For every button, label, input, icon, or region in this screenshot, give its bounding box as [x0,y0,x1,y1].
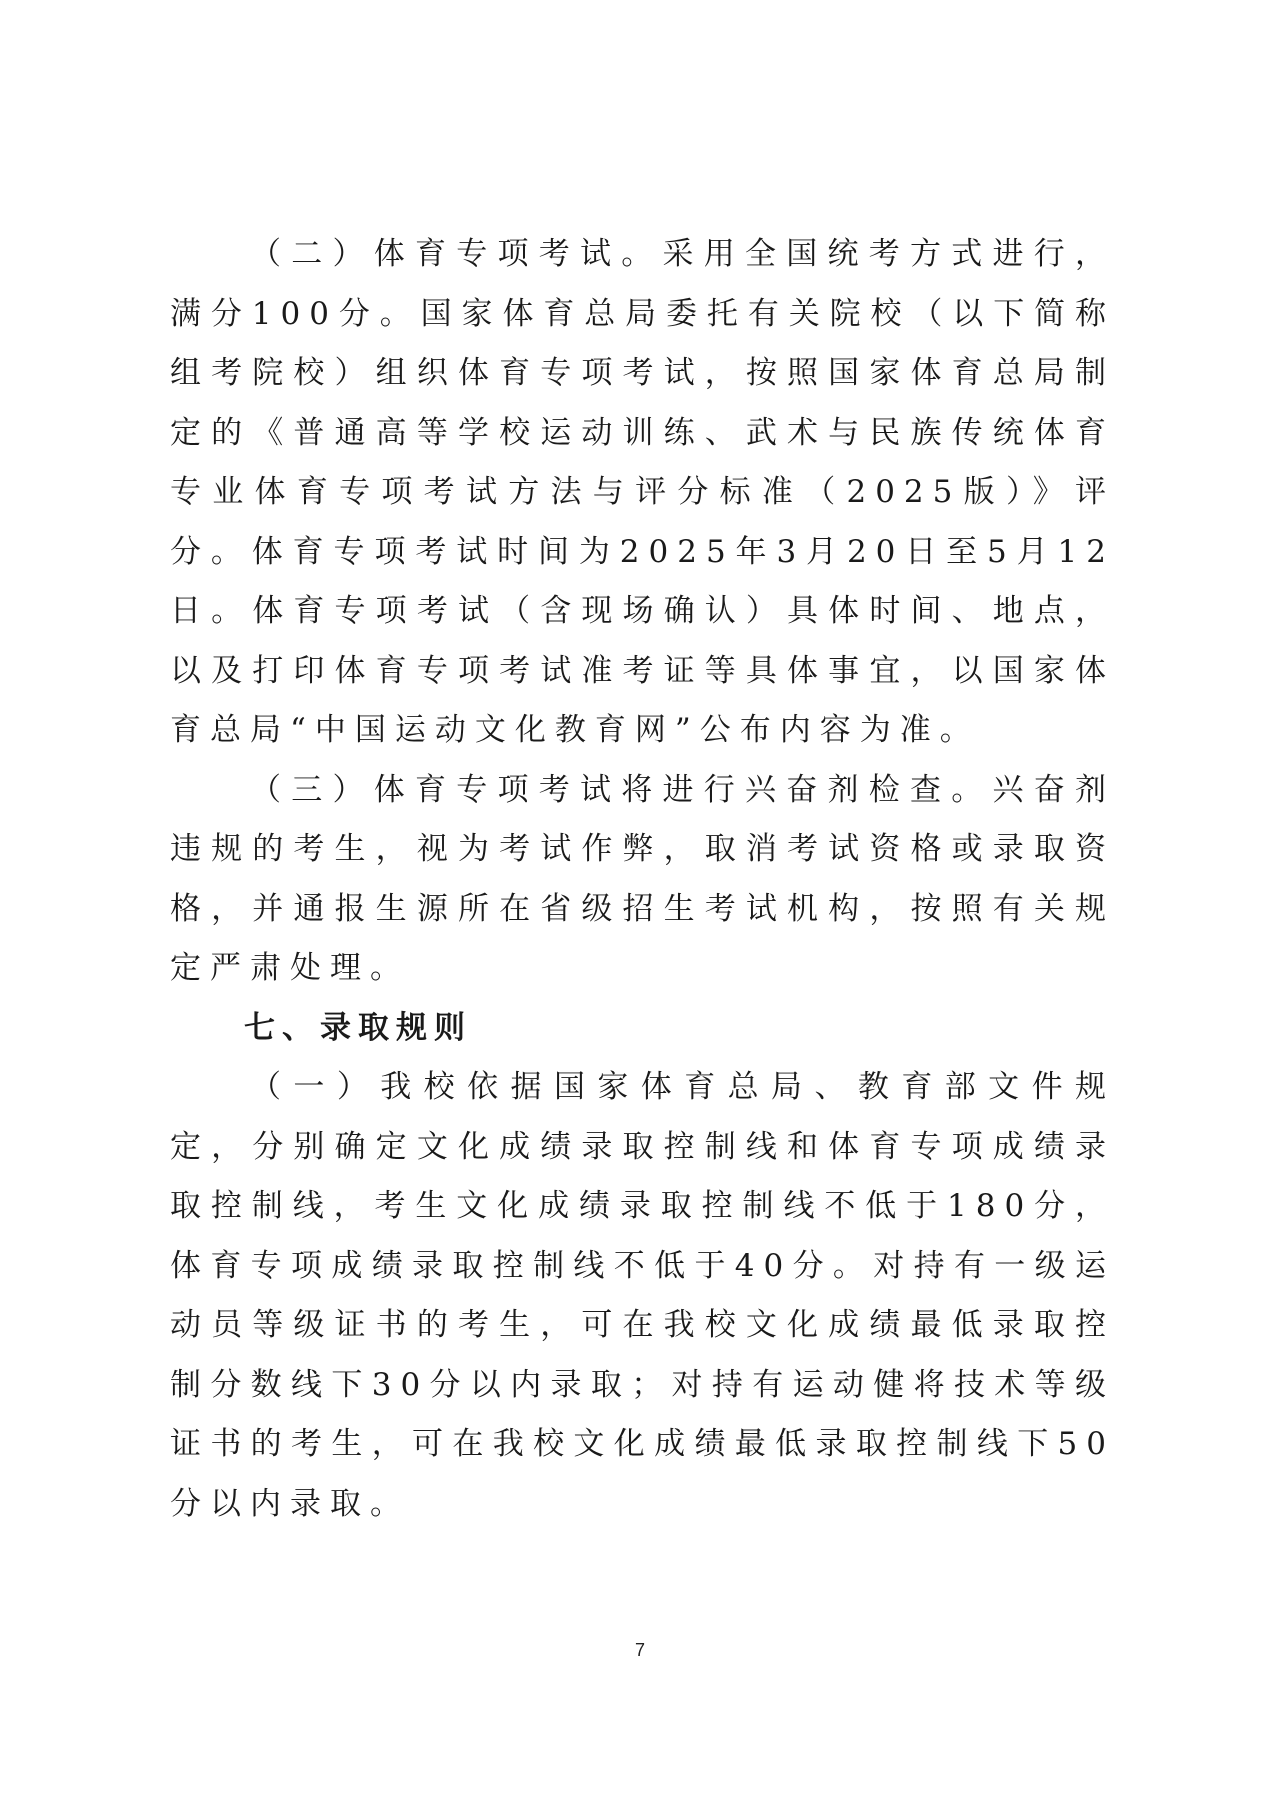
section-heading-admission-rules: 七、录取规则 [244,1009,472,1046]
paragraph-doping-check: （三）体育专项考试将进行兴奋剂检查。兴奋剂违规的考生，视为考试作弊，取消考试资格或录取资格，并通报生源所在省级招生考试机构，按照有关规定严肃处理。 [170,771,1115,986]
paragraph-sports-exam: （二）体育专项考试。采用全国统考方式进行，满分100分。国家体育总局委托有关院校（以下简称组考院校）组织体育专项考试，按照国家体育总局制定的《普通高等学校运动训练、武术与民族传统体育专业体育专项考试方法与评分标准（2025版）》评分。体育专项考试时间为2025年3月20日至5月12日。体育专项考试（含现场确认）具体时间、地点，以及打印体育专项考试准考证等具体事宜，以国家体育总局“中国运动文化教育网”公布内容为准。 [170,236,1115,748]
page-number: 7 [634,1640,645,1660]
paragraph-admission-rules: （一）我校依据国家体育总局、教育部文件规定，分别确定文化成绩录取控制线和体育专项成绩录取控制线，考生文化成绩录取控制线不低于180分，体育专项成绩录取控制线不低于40分。对持有一级运动员等级证书的考生，可在我校文化成绩最低录取控制分数线下30分以内录取；对持有运动健将技术等级证书的考生，可在我校文化成绩最低录取控制线下50分以内录取。 [170,1069,1115,1522]
document-body [170,225,1115,1534]
